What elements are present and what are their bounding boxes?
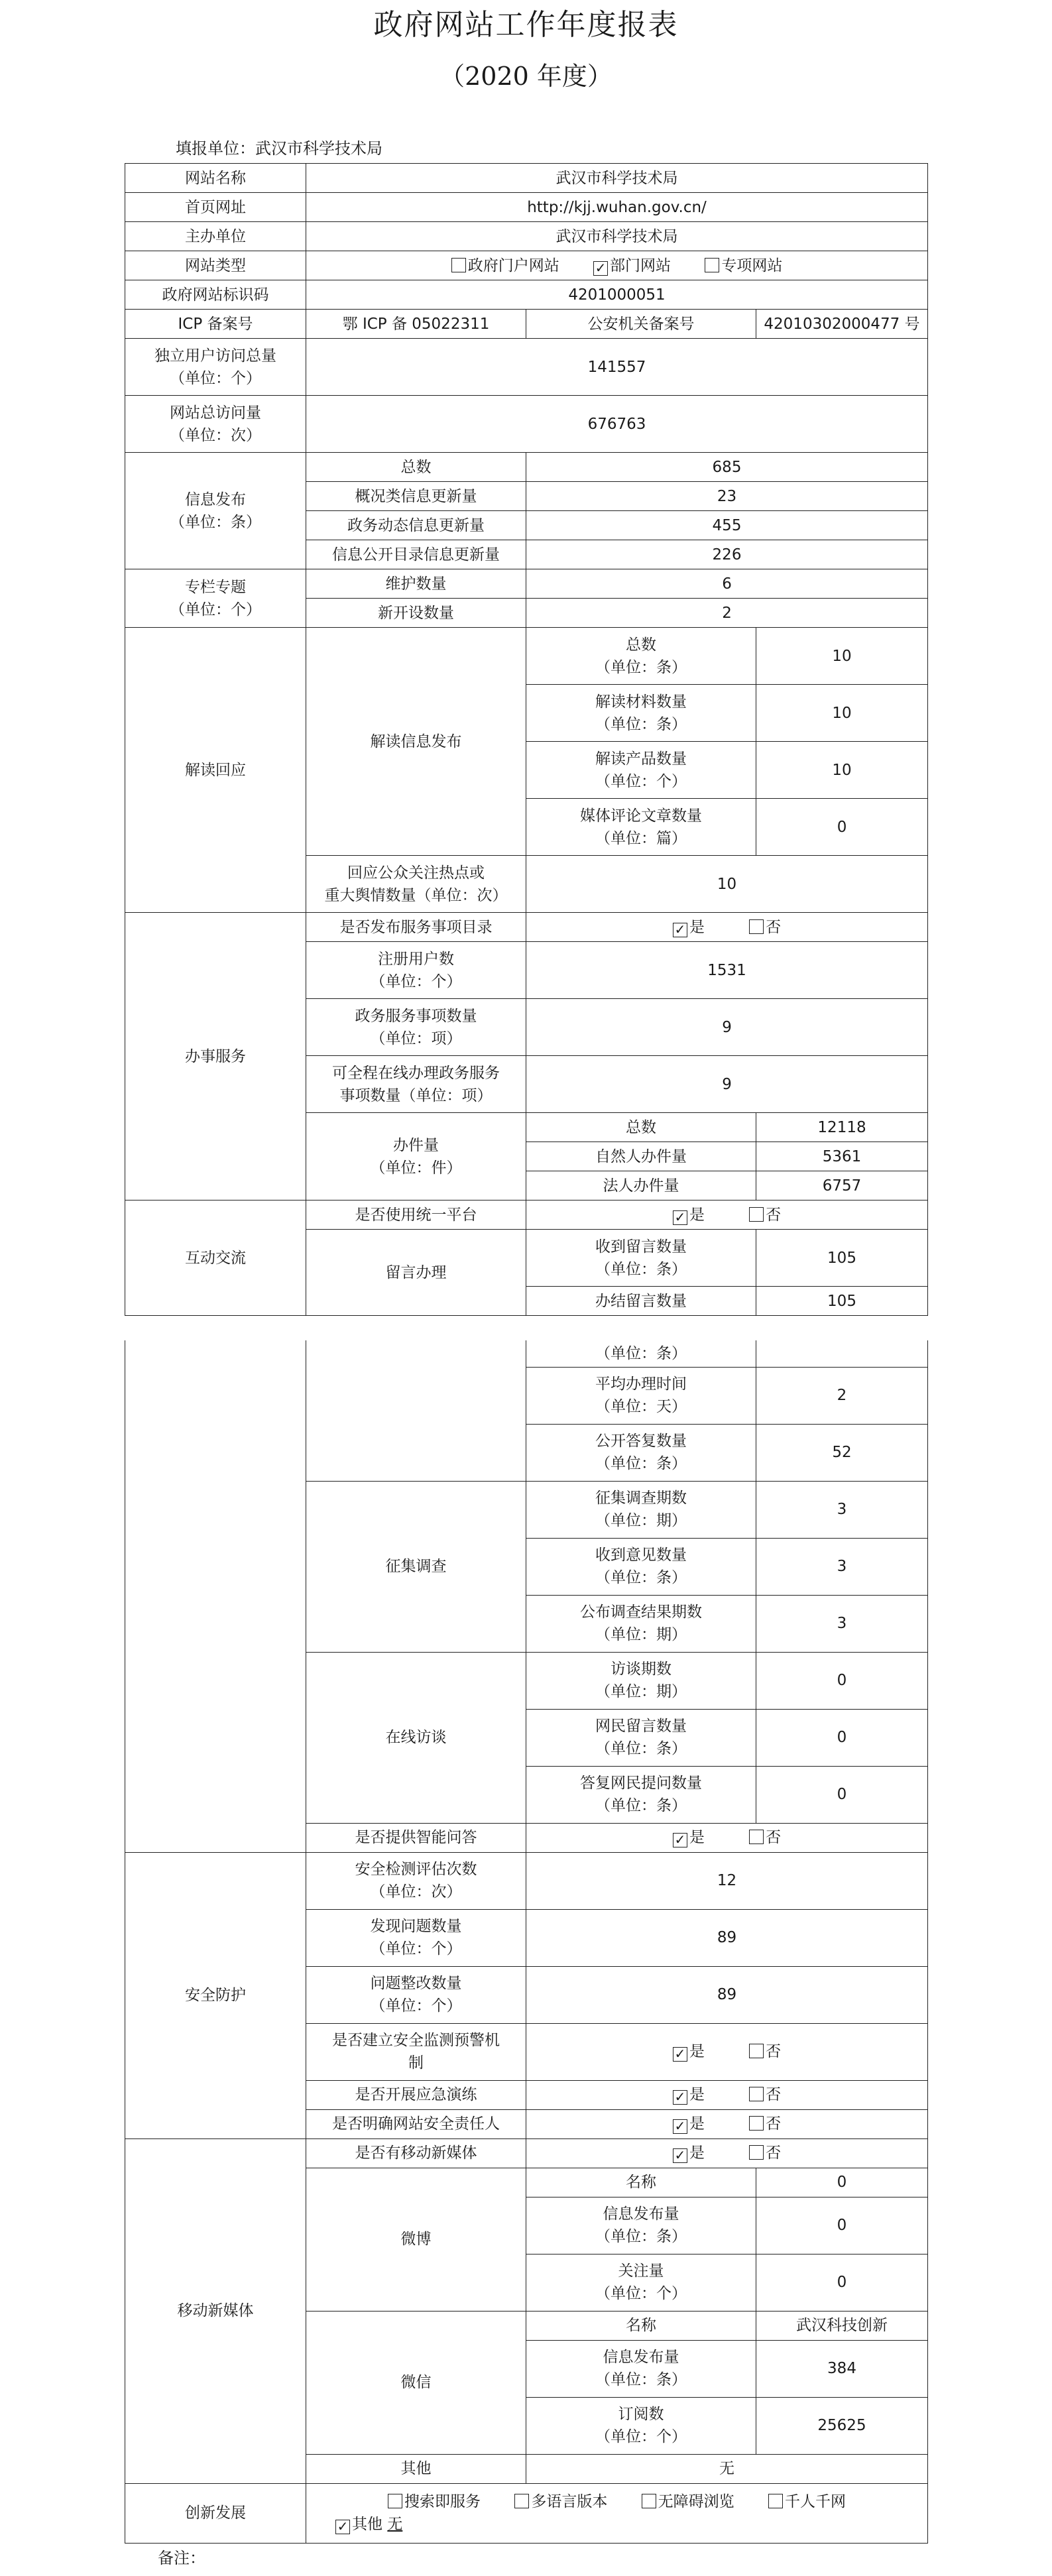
cell-label: 问题整改数量 （单位：个） bbox=[306, 1966, 526, 2023]
option-label: 是 bbox=[689, 918, 705, 936]
option-label: 无障碍浏览 bbox=[658, 2493, 734, 2510]
option-label: 否 bbox=[766, 2043, 782, 2060]
cell-label: 总数 bbox=[306, 453, 526, 482]
cell-value bbox=[756, 1340, 928, 1367]
row-hd-platform bbox=[125, 1200, 928, 1230]
cell-label: 政府网站标识码 bbox=[125, 280, 306, 310]
cell-label: 自然人办件量 bbox=[526, 1142, 756, 1171]
option-label: 是 bbox=[689, 2144, 705, 2162]
row-sec-eval bbox=[125, 1852, 928, 1909]
checkbox-checked-icon: ✓ bbox=[673, 2119, 687, 2134]
cell-label: 是否有移动新媒体 bbox=[306, 2138, 526, 2168]
cell-label: 是否提供智能问答 bbox=[306, 1823, 526, 1852]
cell-value: 23 bbox=[526, 482, 928, 511]
checkbox-checked-icon: ✓ bbox=[593, 261, 608, 276]
yes-no-options bbox=[526, 1823, 928, 1852]
cell-label: 安全检测评估次数 （单位：次） bbox=[306, 1852, 526, 1909]
notes-label: 备注： bbox=[158, 2549, 205, 2567]
checkbox-empty-icon bbox=[749, 919, 764, 934]
option-no[interactable] bbox=[749, 916, 781, 939]
cell-value: 5361 bbox=[756, 1142, 928, 1171]
cell-label: 公开答复数量 （单位：条） bbox=[526, 1424, 756, 1481]
cell-label: 办结留言数量 bbox=[526, 1287, 756, 1316]
cell-label: 平均办理时间 （单位：天） bbox=[526, 1367, 756, 1424]
cell-label: 公安机关备案号 bbox=[526, 310, 756, 339]
report-year: （2020 年度） bbox=[439, 62, 613, 91]
option-label: 否 bbox=[766, 918, 782, 936]
checkbox-empty-icon bbox=[749, 2044, 764, 2058]
option-label: 其他 bbox=[352, 2516, 382, 2533]
report-table-part2 bbox=[125, 1340, 928, 2544]
cell-value: 0 bbox=[756, 1766, 928, 1823]
option-label: 否 bbox=[766, 2144, 782, 2162]
cell-label: 媒体评论文章数量 （单位：篇） bbox=[526, 799, 756, 856]
cell-value: 42010302000477 号 bbox=[756, 310, 928, 339]
option-yes[interactable] bbox=[673, 1826, 705, 1849]
cell-label: 访谈期数 （单位：期） bbox=[526, 1652, 756, 1709]
report-table-part1 bbox=[125, 163, 928, 1316]
checkbox-checked-icon: ✓ bbox=[673, 1210, 687, 1225]
innovation-options bbox=[306, 2483, 928, 2543]
row-site-id bbox=[125, 280, 928, 310]
cell-value: 0 bbox=[756, 2168, 928, 2197]
checkbox-empty-icon bbox=[451, 258, 466, 272]
cell-value: 105 bbox=[756, 1287, 928, 1316]
home-url-link[interactable]: http://kjj.wuhan.gov.cn/ bbox=[306, 193, 928, 222]
cell-label: 注册用户数 （单位：个） bbox=[306, 942, 526, 999]
option-no[interactable] bbox=[749, 2142, 781, 2164]
checkbox-empty-icon bbox=[749, 2116, 764, 2131]
cell-value: 3 bbox=[756, 1538, 928, 1595]
subsection-case-count: 办件量 （单位：件） bbox=[306, 1113, 526, 1200]
cell-value: 52 bbox=[756, 1424, 928, 1481]
cell-label: 独立用户访问总量 （单位：个） bbox=[125, 339, 306, 396]
cell-label: 回应公众关注热点或 重大舆情数量（单位：次） bbox=[306, 856, 526, 913]
cell-label: 关注量 （单位：个） bbox=[526, 2254, 756, 2311]
option-yes[interactable] bbox=[673, 2142, 705, 2164]
yes-no-options bbox=[526, 2138, 928, 2168]
cell-label: 首页网址 bbox=[125, 193, 306, 222]
cell-label: 可全程在线办理政务服务 事项数量（单位：项） bbox=[306, 1056, 526, 1113]
checkbox-empty-icon bbox=[514, 2494, 529, 2508]
other-value: 无 bbox=[387, 2516, 403, 2533]
cell-value: 384 bbox=[756, 2340, 928, 2397]
cell-value: 1531 bbox=[526, 942, 928, 999]
option-label: 是 bbox=[689, 2115, 705, 2133]
cell-label: 网站类型 bbox=[125, 251, 306, 280]
site-type-options bbox=[306, 251, 928, 280]
cell-value: 12 bbox=[526, 1852, 928, 1909]
cell-value: 0 bbox=[756, 2254, 928, 2311]
option-label: 否 bbox=[766, 1829, 782, 1846]
cell-label: 其他 bbox=[306, 2454, 526, 2483]
cell-label: 是否使用统一平台 bbox=[306, 1200, 526, 1230]
cell-label: 维护数量 bbox=[306, 569, 526, 599]
cell-value: 武汉市科学技术局 bbox=[306, 222, 928, 251]
cell-label: 收到留言数量 （单位：条） bbox=[526, 1230, 756, 1287]
cell-value: 2 bbox=[756, 1367, 928, 1424]
cell-label: 解读材料数量 （单位：条） bbox=[526, 685, 756, 742]
section-innovation: 创新发展 bbox=[125, 2483, 306, 2543]
checkbox-empty-icon bbox=[768, 2494, 783, 2508]
row-site-type bbox=[125, 251, 928, 280]
cell-label: 收到意见数量 （单位：条） bbox=[526, 1538, 756, 1595]
section-services: 办事服务 bbox=[125, 913, 306, 1200]
subsection-messages: 留言办理 bbox=[306, 1230, 526, 1316]
cell-label: 名称 bbox=[526, 2168, 756, 2197]
cell-label: 网民留言数量 （单位：条） bbox=[526, 1709, 756, 1766]
option-multilanguage[interactable] bbox=[514, 2490, 607, 2513]
cell-value: 0 bbox=[756, 2197, 928, 2254]
checkbox-checked-icon: ✓ bbox=[335, 2520, 350, 2534]
row-unique-visitors bbox=[125, 339, 928, 396]
checkbox-empty-icon bbox=[749, 1207, 764, 1222]
section-interpretation: 解读回应 bbox=[125, 628, 306, 913]
checkbox-checked-icon: ✓ bbox=[673, 2148, 687, 2163]
cell-value: 9 bbox=[526, 999, 928, 1056]
subsection-wechat: 微信 bbox=[306, 2311, 526, 2454]
cell-label: 信息公开目录信息更新量 bbox=[306, 540, 526, 569]
type-option-portal[interactable] bbox=[451, 255, 559, 277]
option-label: 是 bbox=[689, 2086, 705, 2103]
checkbox-checked-icon: ✓ bbox=[673, 2047, 687, 2062]
subsection-interpretation-publish: 解读信息发布 bbox=[306, 628, 526, 856]
option-no[interactable] bbox=[749, 1204, 781, 1226]
cell-label: 是否建立安全监测预警机 制 bbox=[306, 2023, 526, 2080]
row-bs-directory bbox=[125, 913, 928, 942]
option-label: 搜索即服务 bbox=[404, 2493, 481, 2510]
cell-label: 政务动态信息更新量 bbox=[306, 511, 526, 540]
checkbox-empty-icon bbox=[749, 1830, 764, 1844]
option-yes[interactable] bbox=[673, 1204, 705, 1226]
cell-label: ICP 备案号 bbox=[125, 310, 306, 339]
option-no[interactable] bbox=[749, 1826, 781, 1849]
cell-label: 公布调查结果期数 （单位：期） bbox=[526, 1595, 756, 1652]
cell-label: 发现问题数量 （单位：个） bbox=[306, 1909, 526, 1966]
cell-label: 网站名称 bbox=[125, 164, 306, 193]
option-yes[interactable] bbox=[673, 916, 705, 939]
cell-label: 名称 bbox=[526, 2311, 756, 2340]
type-option-department[interactable] bbox=[593, 255, 671, 277]
type-option-special[interactable] bbox=[705, 255, 782, 277]
report-title: 政府网站工作年度报表 bbox=[373, 8, 679, 42]
subsection-interview: 在线访谈 bbox=[306, 1652, 526, 1823]
cell-value: 89 bbox=[526, 1909, 928, 1966]
row-jd-total bbox=[125, 628, 928, 685]
option-personalized[interactable] bbox=[768, 2490, 846, 2513]
cell-value: 12118 bbox=[756, 1113, 928, 1142]
cell-value: 105 bbox=[756, 1230, 928, 1287]
cell-value: 10 bbox=[756, 685, 928, 742]
cell-value: 25625 bbox=[756, 2397, 928, 2454]
checkbox-checked-icon: ✓ bbox=[673, 2090, 687, 2105]
cell-value: 685 bbox=[526, 453, 928, 482]
option-label: 是 bbox=[689, 2043, 705, 2060]
row-sponsor bbox=[125, 222, 928, 251]
checkbox-empty-icon bbox=[388, 2494, 402, 2508]
option-no[interactable] bbox=[749, 2113, 781, 2135]
cell-label: 征集调查期数 （单位：期） bbox=[526, 1481, 756, 1538]
filler-unit: 填报单位：武汉市科学技术局 bbox=[176, 139, 382, 158]
option-search-service[interactable] bbox=[388, 2490, 481, 2513]
cell-value: 0 bbox=[756, 799, 928, 856]
cell-label: 是否明确网站安全责任人 bbox=[306, 2109, 526, 2138]
cell-value: 鄂 ICP 备 05022311 bbox=[306, 310, 526, 339]
cell-value: 10 bbox=[756, 628, 928, 685]
cell-label: 总数 bbox=[526, 1113, 756, 1142]
cell-label: （单位：条） bbox=[526, 1340, 756, 1367]
option-label: 是 bbox=[689, 1829, 705, 1846]
yes-no-options bbox=[526, 1200, 928, 1230]
row-home-url bbox=[125, 193, 928, 222]
option-label: 千人千网 bbox=[784, 2493, 846, 2510]
row-icp bbox=[125, 310, 928, 339]
cell-value: 3 bbox=[756, 1481, 928, 1538]
cell-label: 法人办件量 bbox=[526, 1171, 756, 1200]
cell-value: 9 bbox=[526, 1056, 928, 1113]
row-info-total bbox=[125, 453, 928, 482]
option-no[interactable] bbox=[749, 2040, 781, 2063]
cell-label: 是否开展应急演练 bbox=[306, 2080, 526, 2109]
option-other[interactable] bbox=[309, 2513, 925, 2536]
cell-value: 武汉科技创新 bbox=[756, 2311, 928, 2340]
option-yes[interactable] bbox=[673, 2113, 705, 2135]
option-yes[interactable] bbox=[673, 2083, 705, 2106]
cell-value: 89 bbox=[526, 1966, 928, 2023]
cell-value: 3 bbox=[756, 1595, 928, 1652]
checkbox-empty-icon bbox=[749, 2145, 764, 2160]
row-site-name bbox=[125, 164, 928, 193]
option-label: 否 bbox=[766, 1206, 782, 1224]
subsection-messages-continued bbox=[306, 1340, 526, 1481]
cell-value: 455 bbox=[526, 511, 928, 540]
section-security: 安全防护 bbox=[125, 1852, 306, 2138]
option-label: 否 bbox=[766, 2086, 782, 2103]
row-column-maintain bbox=[125, 569, 928, 599]
row-page-views bbox=[125, 396, 928, 453]
section-columns: 专栏专题 （单位：个） bbox=[125, 569, 306, 628]
checkbox-empty-icon bbox=[642, 2494, 656, 2508]
yes-no-options bbox=[526, 913, 928, 942]
cell-label: 订阅数 （单位：个） bbox=[526, 2397, 756, 2454]
yes-no-options bbox=[526, 2023, 928, 2080]
section-mobile-media: 移动新媒体 bbox=[125, 2138, 306, 2483]
cell-value: 0 bbox=[756, 1709, 928, 1766]
cell-label: 信息发布量 （单位：条） bbox=[526, 2197, 756, 2254]
cell-value: 676763 bbox=[306, 396, 928, 453]
option-label: 否 bbox=[766, 2115, 782, 2133]
cell-label: 信息发布量 （单位：条） bbox=[526, 2340, 756, 2397]
checkbox-empty-icon bbox=[705, 258, 719, 272]
cell-value: 4201000051 bbox=[306, 280, 928, 310]
cell-value: 0 bbox=[756, 1652, 928, 1709]
cell-value: 6757 bbox=[756, 1171, 928, 1200]
section-interaction: 互动交流 bbox=[125, 1200, 306, 1316]
yes-no-options bbox=[526, 2109, 928, 2138]
row-mm-has bbox=[125, 2138, 928, 2168]
option-no[interactable] bbox=[749, 2083, 781, 2106]
subsection-weibo: 微博 bbox=[306, 2168, 526, 2311]
cell-value: 226 bbox=[526, 540, 928, 569]
cell-label: 解读产品数量 （单位：个） bbox=[526, 742, 756, 799]
option-label: 政府门户网站 bbox=[467, 257, 559, 274]
cell-label: 总数 （单位：条） bbox=[526, 628, 756, 685]
cell-value: 10 bbox=[756, 742, 928, 799]
cell-label: 网站总访问量 （单位：次） bbox=[125, 396, 306, 453]
option-label: 多语言版本 bbox=[531, 2493, 608, 2510]
section-info-publish: 信息发布 （单位：条） bbox=[125, 453, 306, 569]
cell-label: 答复网民提问数量 （单位：条） bbox=[526, 1766, 756, 1823]
cell-value: 6 bbox=[526, 569, 928, 599]
cell-value: 10 bbox=[526, 856, 928, 913]
cell-label: 是否发布服务事项目录 bbox=[306, 913, 526, 942]
subsection-survey: 征集调查 bbox=[306, 1481, 526, 1652]
option-yes[interactable] bbox=[673, 2040, 705, 2063]
yes-no-options bbox=[526, 2080, 928, 2109]
option-label: 是 bbox=[689, 1206, 705, 1224]
cell-value: 无 bbox=[526, 2454, 928, 2483]
option-accessibility[interactable] bbox=[642, 2490, 734, 2513]
row-p2-unit bbox=[125, 1340, 928, 1367]
cell-value: 武汉市科学技术局 bbox=[306, 164, 928, 193]
checkbox-checked-icon: ✓ bbox=[673, 923, 687, 937]
option-label: 部门网站 bbox=[610, 257, 671, 274]
cell-value: 2 bbox=[526, 599, 928, 628]
checkbox-empty-icon bbox=[749, 2087, 764, 2101]
option-label: 专项网站 bbox=[721, 257, 783, 274]
cell-value: 141557 bbox=[306, 339, 928, 396]
checkbox-checked-icon: ✓ bbox=[673, 1833, 687, 1847]
cell-label: 新开设数量 bbox=[306, 599, 526, 628]
cell-label: 主办单位 bbox=[125, 222, 306, 251]
row-innovation bbox=[125, 2483, 928, 2543]
cell-label: 概况类信息更新量 bbox=[306, 482, 526, 511]
cell-label: 政务服务事项数量 （单位：项） bbox=[306, 999, 526, 1056]
section-interaction-continued bbox=[125, 1340, 306, 1852]
